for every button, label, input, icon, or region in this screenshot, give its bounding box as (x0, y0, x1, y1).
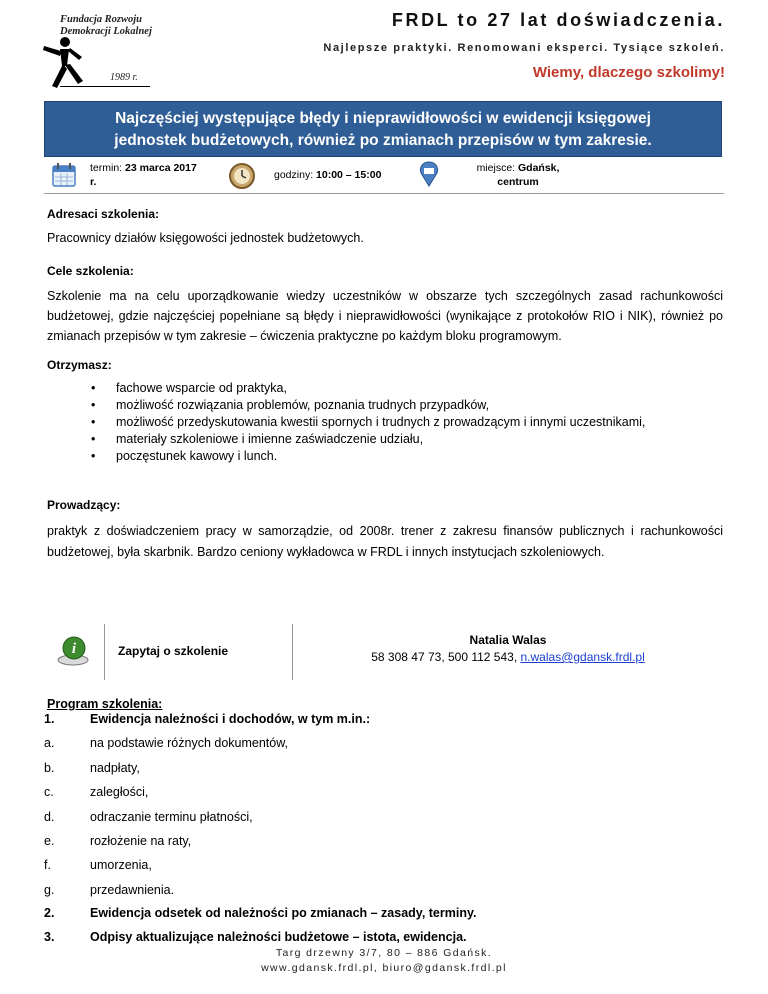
program-row-number: 3. (44, 930, 55, 944)
termin-value-cont: r. (90, 176, 97, 188)
ask-cell (104, 624, 293, 680)
program-row-text: rozłożenie na raty, (90, 834, 192, 848)
program-row-text: przedawnienia. (90, 883, 175, 897)
miejsce-info (470, 161, 566, 189)
contact-phones: 58 308 47 73, 500 112 543, (371, 650, 521, 664)
godziny-info (274, 168, 381, 182)
godziny-value: 10:00 – 15:00 (316, 169, 382, 181)
program-row-number: b. (44, 761, 55, 775)
info-divider (44, 193, 724, 194)
footer (0, 946, 768, 976)
ask-label: Zapytaj o szkolenie (118, 644, 229, 658)
program-row-number: f. (44, 858, 51, 872)
contact-person-cell (292, 624, 724, 680)
otrzymasz-item: • fachowe wsparcie od praktyka, (91, 380, 731, 397)
logo-text (60, 14, 152, 38)
program-row-text: Ewidencja odsetek od należności po zmianach – zasady, terminy. (90, 906, 477, 920)
logo-year: 1989 r. (110, 72, 138, 83)
running-figure-logo-icon (38, 36, 88, 90)
contact-name: Natalia Walas (469, 633, 547, 647)
info-icon (56, 634, 90, 668)
calendar-icon (50, 160, 80, 190)
banner-line-1: Najczęściej występujące błędy i nieprawidłowości w ewidencji księgowej (115, 110, 651, 127)
otrzymasz-item: • możliwość przedyskutowania kwestii spornych i trudnych z prowadzącym i innymi uczestnikami, (91, 414, 731, 431)
program-row-number: a. (44, 736, 55, 750)
otrzymasz-item: • możliwość rozwiązania problemów, poznania trudnych przypadków, (91, 397, 731, 414)
godziny-label: godziny: (274, 169, 314, 181)
contact-box (44, 624, 724, 680)
program-row-text: odraczanie terminu płatności, (90, 810, 253, 824)
program-row-text: zaległości, (90, 785, 149, 799)
logo-line-1: Fundacja Rozwoju (60, 14, 142, 25)
termin-info (90, 161, 220, 189)
contact-details (292, 650, 724, 664)
brand-subtitle: Najlepsze praktyki. Renomowani eksperci. Tysiące szkoleń. (323, 42, 725, 54)
otrzymasz-item: • poczęstunek kawowy i lunch. (91, 448, 731, 465)
svg-text:i: i (71, 641, 77, 657)
program-row-number: 1. (44, 712, 55, 726)
prowadzacy-heading: Prowadzący: (47, 498, 121, 512)
banner-line-2: jednostek budżetowych, również po zmianach przepisów w tym zakresie. (114, 132, 652, 149)
miejsce-value: Gdańsk, (518, 162, 560, 174)
termin-label: termin: (90, 162, 123, 174)
otrzymasz-heading: Otrzymasz: (47, 358, 112, 372)
brand-title: FRDL to 27 lat doświadczenia. (391, 10, 725, 30)
miejsce-value-cont: centrum (497, 176, 539, 188)
program-row-text: umorzenia, (90, 858, 152, 872)
contact-icon-cell (44, 624, 105, 680)
clock-icon (226, 159, 258, 191)
otrzymasz-list (91, 380, 731, 465)
adresaci-heading: Adresaci szkolenia: (47, 207, 160, 221)
cele-text: Szkolenie ma na celu uporządkowanie wiedzy uczestników w obszarze tych szczególnych zasad rachunkowości budżetowej, gdzie najczęściej popełniane są błędy i nieprawidłowości (wynikające z protokołów RIO i NIK), również po zmianach przepisów w tym zakresie – ćwiczenia praktyczne po każdym bloku programowym. (47, 289, 723, 343)
otrzymasz-item: • materiały szkoleniowe i imienne zaświadczenie udziału, (91, 431, 731, 448)
program-row-number: c. (44, 785, 54, 799)
program-row-text: Ewidencja należności i dochodów, w tym m.in.: (90, 712, 371, 726)
program-row-number: g. (44, 883, 55, 897)
program-row-number: e. (44, 834, 55, 848)
program-row-text: na podstawie różnych dokumentów, (90, 736, 289, 750)
program-heading: Program szkolenia: (47, 697, 163, 711)
program-row-number: 2. (44, 906, 55, 920)
program-row-text: nadpłaty, (90, 761, 140, 775)
logo-divider (60, 86, 150, 87)
footer-contact: www.gdansk.frdl.pl, biuro@gdansk.frdl.pl (261, 962, 507, 974)
prowadzacy-text: praktyk z doświadczeniem pracy w samorządzie, od 2008r. trener z zakresu finansów publicznych i rachunkowości budżetowej, była skarbnik. Bardzo ceniony wykładowca w FRDL i innych instytucjach szkoleniowych. (47, 524, 723, 559)
map-pin-icon (416, 160, 442, 188)
contact-email-link[interactable]: n.walas@gdansk.frdl.pl (520, 650, 645, 664)
cele-heading: Cele szkolenia: (47, 264, 134, 278)
program-row-number: d. (44, 810, 55, 824)
brand-tagline: Wiemy, dlaczego szkolimy! (532, 64, 725, 81)
logo-line-2: Demokracji Lokalnej (60, 26, 152, 37)
miejsce-label: miejsce: (476, 162, 516, 174)
program-row-text: Odpisy aktualizujące należności budżetowe – istota, ewidencja. (90, 930, 467, 944)
footer-address: Targ drzewny 3/7, 80 – 886 Gdańsk. (275, 947, 493, 959)
termin-value: 23 marca 2017 (125, 162, 197, 174)
adresaci-text: Pracownicy działów księgowości jednostek budżetowych. (47, 231, 364, 245)
training-title-banner (44, 101, 722, 157)
